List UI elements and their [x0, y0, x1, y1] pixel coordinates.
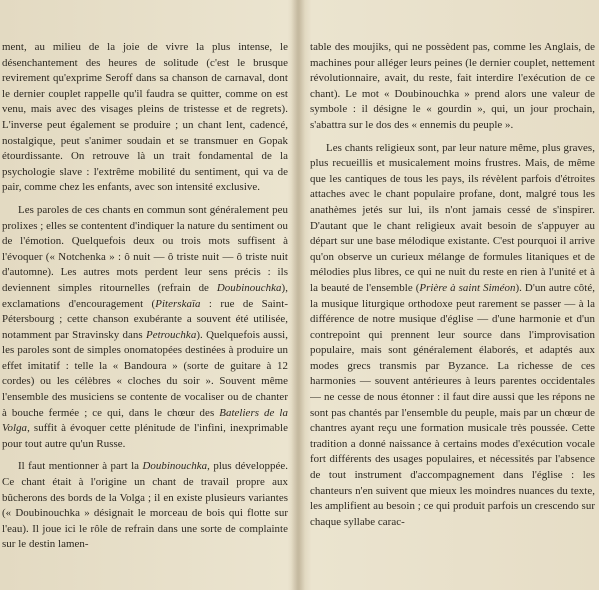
- paragraph-text: ). Quelquefois aussi, les paroles sont de simples onomatopées destinées à produire un effet imitatif : telle la « Bandoura » (sorte de guitare à 12 cordes) ou les célèbres « cloches du soir ». Souvent même l'ensemble des musiciens se contente de vocaliser ou de chanter à bouche fermée ; ce qui, dans le chœur des: [2, 328, 288, 419]
- italic-title: Prière à saint Siméon: [419, 281, 516, 294]
- paragraph-text: , suffit à évoquer cette plénitude de l'infini, inexprimable pour tout autre qu'un Russe.: [2, 422, 288, 450]
- italic-title: Piterskaïa: [155, 297, 201, 310]
- italic-title: Doubinouchka: [216, 281, 282, 294]
- paragraph-text: ment, au milieu de la joie de vivre la plus intense, le désenchantement des heures de solitude (c'est le brusque revirement qu'exprime Seroff dans sa chanson de carnaval, dont le dernier couplet rappelle qu'il faudra se quitter, comme on est venu, mais avec des visages pleins de tristesse et de regrets). L'inverse peut également se produire ; un chant lent, cadencé, nostalgique, peut s'animer soudain et se transmuer en Gopak étourdissante. On retrouve là un trait fondamental de la psychologie slave : l'extrême mobilité du sentiment, qui va de pair, comme chez les enfants, avec son intensité exclusive.: [2, 41, 288, 194]
- italic-title: Bateliers de la Volga: [2, 406, 288, 435]
- paragraph: [2, 459, 288, 553]
- paragraph-text: : rue de Saint-Pétersbourg ; cette chanson exubérante a souvent été utilisée, notamment par Stravinsky dans: [2, 297, 288, 341]
- paragraph-text: table des moujiks, qui ne possèdent pas, comme les Anglais, de machines pour alléger leurs peines (le dernier couplet, nettement révolutionnaire, avait, du reste, fait interdire l'exécution de ce chant). Le mot « Doubinouchka » prend alors une valeur de symbole : il désigne le « gourdin », qui, un jour prochain, s'abattra sur le dos des « ennemis du peuple ».: [310, 41, 595, 131]
- right-column: [310, 40, 595, 585]
- paragraph: [2, 40, 288, 196]
- paragraph-text: Il faut mentionner à part la: [18, 460, 143, 473]
- page-gutter: [291, 0, 305, 590]
- italic-title: Doubinouchka: [142, 460, 208, 473]
- paragraph: [310, 40, 595, 134]
- paragraph-text: Les chants religieux sont, par leur nature même, plus graves, plus recueillis et musicalement moins frustres. Mais, de même que les cantiques de tous les pays, ils révèlent parfois d'étroites attaches avec le chant populaire profane, dont, malgré tous les anathèmes jetés sur lui, ils n'ont jamais cessé de s'inspirer. D'autant que le chant religieux avait besoin de s'appuyer au départ sur une base mélodique existante. C'est pourquoi il arrive qu'on observe un curieux mélange de formules litaniques et de mélodies plus libres, ce qui ne nuit du reste en rien à l'unité et à la beauté de l'ensemble (: [310, 141, 595, 294]
- italic-title: Petrouchka: [146, 328, 197, 341]
- paragraph: [2, 203, 288, 453]
- paragraph: [310, 141, 595, 531]
- left-column: [2, 40, 288, 585]
- paragraph-text: , plus développée. Ce chant était à l'origine un chant de travail propre aux bûcherons des bords de la Volga ; il en existe plusieurs variantes (« Doubinouchka » désignait le morceau de bois qui flotte sur l'eau). Il joue ici le rôle de refrain dans une sorte de complainte sur le destin lamen-: [2, 460, 288, 551]
- paragraph-text: ), exclamations d'encouragement (: [2, 281, 288, 310]
- paragraph-text: ). D'un autre côté, la musique liturgique orthodoxe peut rarement se passer — à la différence de notre musique d'église — d'une harmonie et d'un contrepoint qui prennent leur source dans l'improvisation populaire, mais sont généralement élaborés, et adaptés aux modes grecs transmis par Byzance. La richesse de ces harmonies — souvent antérieures à leurs parentes occidentales — ne cesse de nous étonner : il faut dire aussi que les répons ne sont pas chantés par l'ensemble du peuple, mais par un chœur de chantres ayant reçu une formation musicale très poussée. Cette tradition a donné naissance à certains modes d'exécution vocale fort différents des usages populaires, et nécessités par l'absence de tout instrument d'accompagnement dans l'église : les chanteurs n'en suivent que mieux les moindres nuances du texte, les amplifient au besoin ; ce qui produit parfois un crescendo sur chaque syllabe carac-: [310, 281, 595, 528]
- paragraph-text: Les paroles de ces chants en commun sont généralement peu prolixes ; elles se contentent d'indiquer la nature du sentiment ou de l'émotion. Quelquefois deux ou trois mots suffisent à l'évoquer (« Notchenka » : ô nuit — ô triste nuit — ô triste nuit d'automne). Les autres mots perdent leur sens précis : ils deviennent simples ritournelles (refrain de: [2, 203, 288, 294]
